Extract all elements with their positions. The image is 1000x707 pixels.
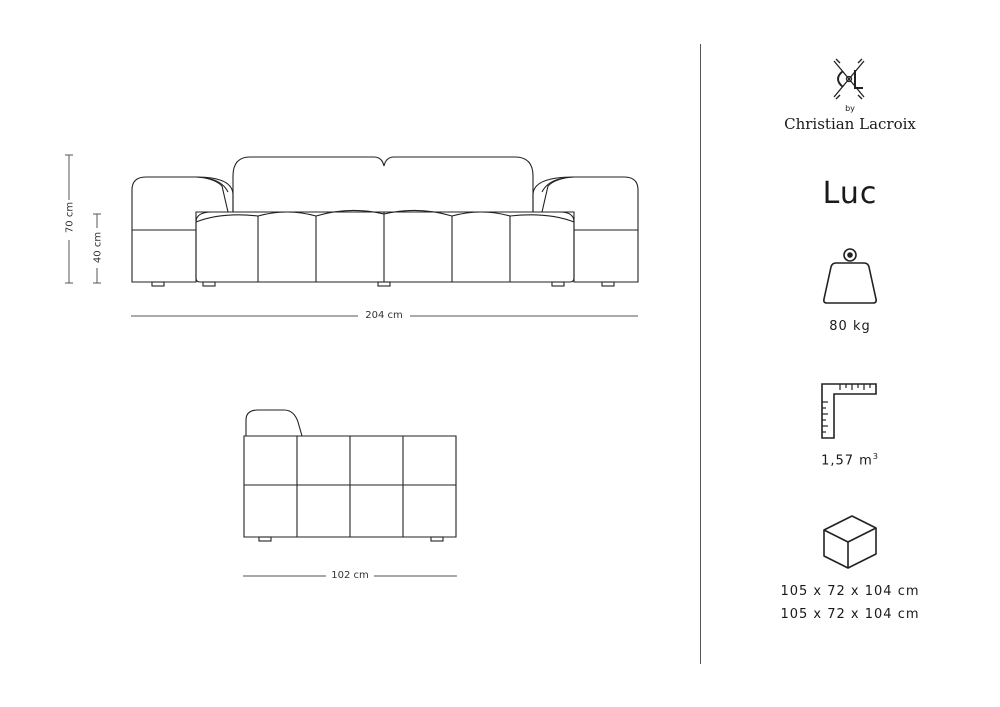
box-icon: [822, 514, 878, 570]
weight-icon: [822, 246, 878, 306]
volume-value: [750, 452, 950, 468]
brand-by: by: [845, 104, 855, 113]
side-depth-label: 102 cm: [331, 570, 369, 581]
model-name: Luc: [822, 176, 878, 211]
vertical-divider: [700, 44, 701, 664]
front-width-label: 204 cm: [365, 310, 403, 321]
volume-number: 1,57 m: [821, 453, 873, 469]
ruler-icon: [820, 382, 878, 440]
seat-height-label: 40 cm: [92, 231, 104, 264]
volume-exponent: 3: [872, 452, 879, 461]
total-height-label: 70 cm: [64, 201, 76, 234]
cxl-logo-icon: [826, 55, 872, 103]
package-dimensions-1: 105 x 72 x 104 cm: [780, 584, 920, 599]
weight-value: 80 kg: [829, 319, 871, 334]
brand-name: Christian Lacroix: [784, 115, 916, 133]
package-dimensions-2: 105 x 72 x 104 cm: [780, 607, 920, 622]
